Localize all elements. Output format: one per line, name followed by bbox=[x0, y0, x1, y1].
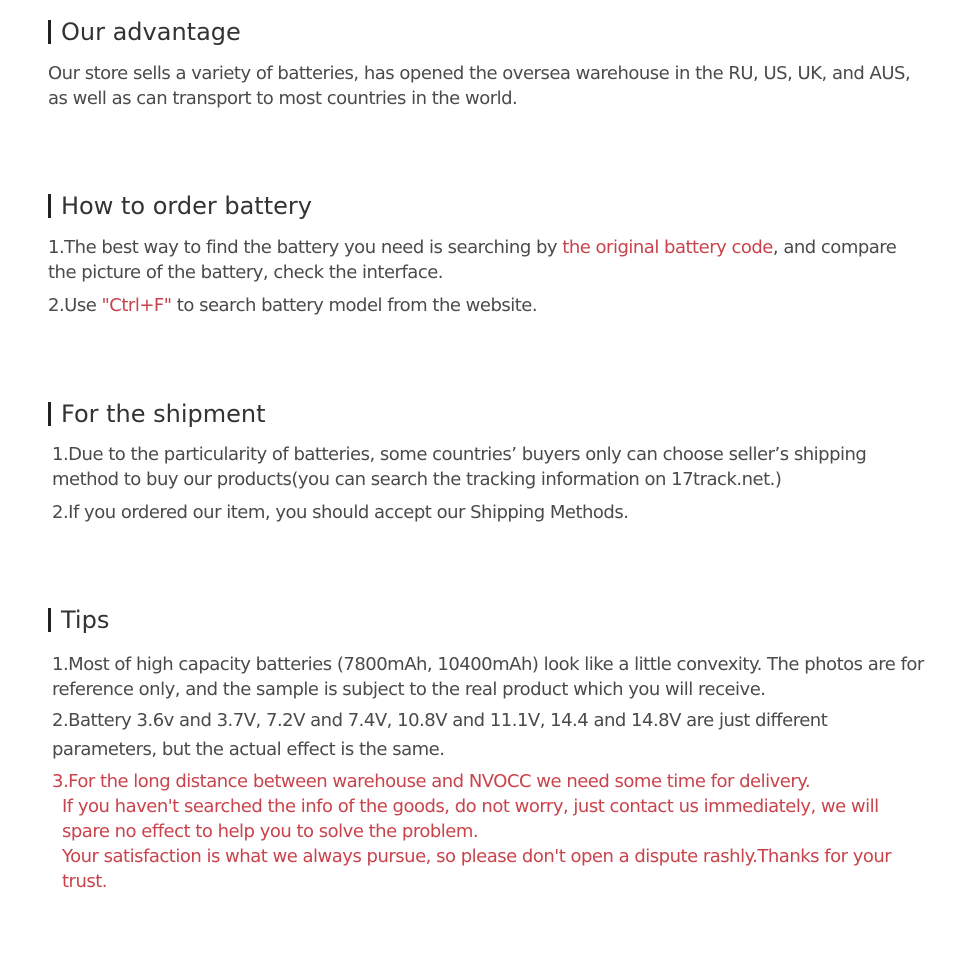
section-our-advantage bbox=[48, 16, 928, 111]
original-battery-code-highlight: the original battery code bbox=[562, 237, 773, 258]
section-heading bbox=[48, 190, 928, 222]
order-item-1 bbox=[48, 235, 928, 285]
shipment-item-2: 2.If you ordered our item, you should accept our Shipping Methods. bbox=[52, 502, 629, 523]
heading-bar bbox=[48, 20, 51, 44]
order-item-2-pre: 2.Use bbox=[48, 295, 102, 316]
order-item-1-post: , and compare the picture of the battery, check the interface. bbox=[48, 237, 897, 283]
heading-bar bbox=[48, 402, 51, 426]
advantage-text: Our store sells a variety of batteries, has opened the oversea warehouse in the RU, US, UK, and AUS, as well as can transport to most countries in the world. bbox=[48, 63, 911, 109]
section-tips bbox=[48, 604, 928, 894]
section-heading bbox=[48, 16, 928, 48]
tips-item-1: 1.Most of high capacity batteries (7800mAh, 10400mAh) look like a little convexity. The photos are for reference only, and the sample is subject to the real product which you will receive. bbox=[52, 654, 924, 700]
section-heading bbox=[48, 604, 928, 636]
heading-text: How to order battery bbox=[61, 192, 312, 220]
tips-item-3-line-2: If you haven't searched the info of the goods, do not worry, just contact us immediately, we will spare no effect to help you to solve the problem. bbox=[62, 796, 879, 842]
ctrl-f-highlight: "Ctrl+F" bbox=[101, 295, 172, 316]
shipment-item-1: 1.Due to the particularity of batteries, some countries’ buyers only can choose seller’s shipping method to buy our products(you can search the tracking information on 17track.net.) bbox=[52, 444, 867, 490]
section-heading bbox=[48, 398, 928, 430]
section-for-the-shipment bbox=[48, 398, 928, 525]
section-how-to-order bbox=[48, 190, 928, 318]
tips-item-3-line-1: 3.For the long distance between warehouse and NVOCC we need some time for delivery. bbox=[52, 771, 811, 792]
tips-item-3-line-3: Your satisfaction is what we always pursue, so please don't open a dispute rashly.Thanks for your trust. bbox=[62, 846, 892, 892]
order-item-2-post: to search battery model from the website. bbox=[171, 295, 538, 316]
heading-text: Tips bbox=[61, 606, 110, 634]
tips-item-3 bbox=[52, 769, 928, 894]
tips-item-2: 2.Battery 3.6v and 3.7V, 7.2V and 7.4V, 10.8V and 11.1V, 14.4 and 14.8V are just different parameters, but the actual effect is the same. bbox=[52, 710, 828, 760]
heading-text: For the shipment bbox=[61, 400, 266, 428]
order-item-1-pre: 1.The best way to find the battery you need is searching by bbox=[48, 237, 563, 258]
heading-text: Our advantage bbox=[61, 18, 241, 46]
order-item-2 bbox=[48, 293, 928, 318]
heading-bar bbox=[48, 608, 51, 632]
heading-bar bbox=[48, 194, 51, 218]
